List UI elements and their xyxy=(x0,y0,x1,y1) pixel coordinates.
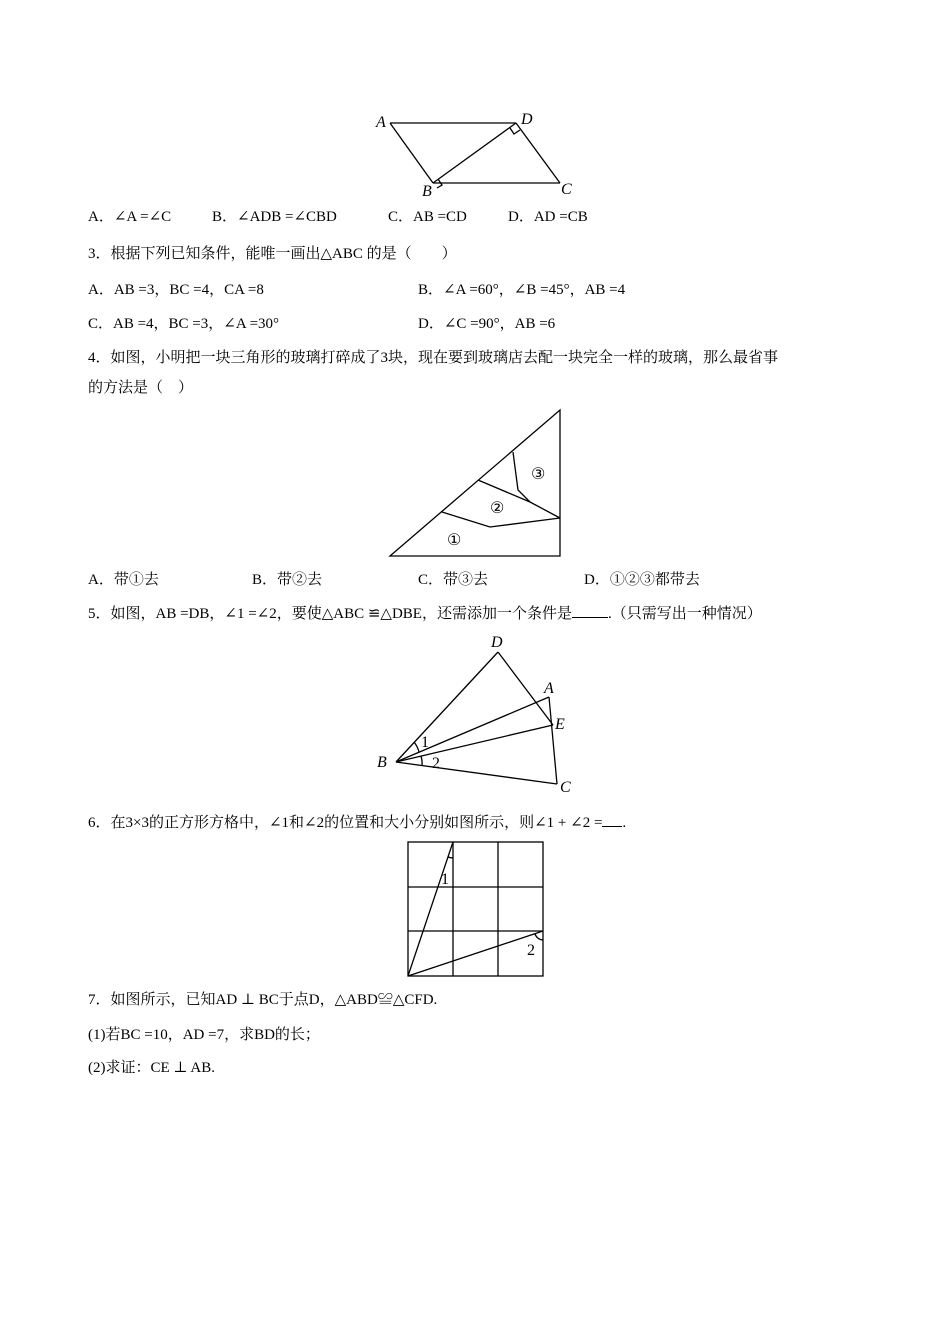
q5-label-d: D xyxy=(491,634,503,651)
q3-option-c: C．AB =4，BC =3，∠A =30° xyxy=(88,316,280,332)
q5-label-c: C xyxy=(560,779,571,796)
q3-option-a: A．AB =3，BC =4，CA =8 xyxy=(88,282,264,298)
q5-stem-text: 5．如图，AB =DB，∠1 =∠2，要使△ABC ≌△DBE，还需添加一个条件是 xyxy=(88,606,572,622)
q6-stem-tail: . xyxy=(622,815,627,831)
q6-arc-angle-1 xyxy=(448,857,453,858)
q2-option-d: D．AD =CB xyxy=(508,209,588,225)
q2-label-c: C xyxy=(561,181,572,198)
q4-option-b: B．带②去 xyxy=(252,572,323,588)
q4-option-d: D．①②③都带去 xyxy=(584,572,700,588)
q4-option-a: A．带①去 xyxy=(88,572,159,588)
q2-label-b: B xyxy=(422,183,432,200)
q6-grid-border xyxy=(408,842,543,976)
q6-arc-angle-2 xyxy=(535,934,543,940)
q6-angle-1-label: 1 xyxy=(441,871,449,888)
q3-stem: 3．根据下列已知条件，能唯一画出△ABC 的是（ ） xyxy=(88,246,457,262)
q2-label-a: A xyxy=(376,114,386,131)
q2-option-c: C．AB =CD xyxy=(388,209,467,225)
q7-part-2: (2)求证：CE ⊥ AB. xyxy=(88,1060,216,1076)
q7-part-1: (1)若BC =10，AD =7，求BD的长； xyxy=(88,1027,320,1043)
q4-stem-line1: 4．如图，小明把一块三角形的玻璃打碎成了3块，现在要到玻璃店去配一块完全一样的玻璃，那么最省事 xyxy=(88,350,779,366)
q2-label-d: D xyxy=(521,111,533,128)
q5-label-b: B xyxy=(377,754,387,771)
q6-stem-text: 6．在3×3的正方形方格中，∠1和∠2的位置和大小分别如图所示，则∠1 + ∠2 = xyxy=(88,815,603,831)
q4-piece-3-label: ③ xyxy=(531,466,546,483)
q6-grid xyxy=(408,842,543,976)
q7-stem: 7．如图所示，已知AD ⊥ BC于点D，△ABD≌△CFD. xyxy=(88,992,438,1008)
q4-stem-line2: 的方法是（ ） xyxy=(88,380,194,396)
q4-piece-1-label: ① xyxy=(447,532,462,549)
q6-line-angle-2 xyxy=(408,931,543,976)
q5-angle-1-label: 1 xyxy=(421,734,429,751)
q3-option-d: D．∠C =90°，AB =6 xyxy=(418,316,556,332)
q5-angle-2-label: 2 xyxy=(432,755,440,772)
q4-piece-2-label: ② xyxy=(490,500,505,517)
q6-line-angle-1 xyxy=(408,842,453,976)
q3-option-b: B．∠A =60°，∠B =45°，AB =4 xyxy=(418,282,626,298)
q6-angle-2-label: 2 xyxy=(527,942,535,959)
q5-label-e: E xyxy=(555,716,565,733)
q5-stem-tail: .（只需写出一种情况） xyxy=(607,606,762,622)
q2-option-a: A．∠A =∠C xyxy=(88,209,172,225)
q2-option-b: B．∠ADB =∠CBD xyxy=(212,209,337,225)
q4-option-c: C．带③去 xyxy=(418,572,489,588)
q5-label-a: A xyxy=(544,680,554,697)
